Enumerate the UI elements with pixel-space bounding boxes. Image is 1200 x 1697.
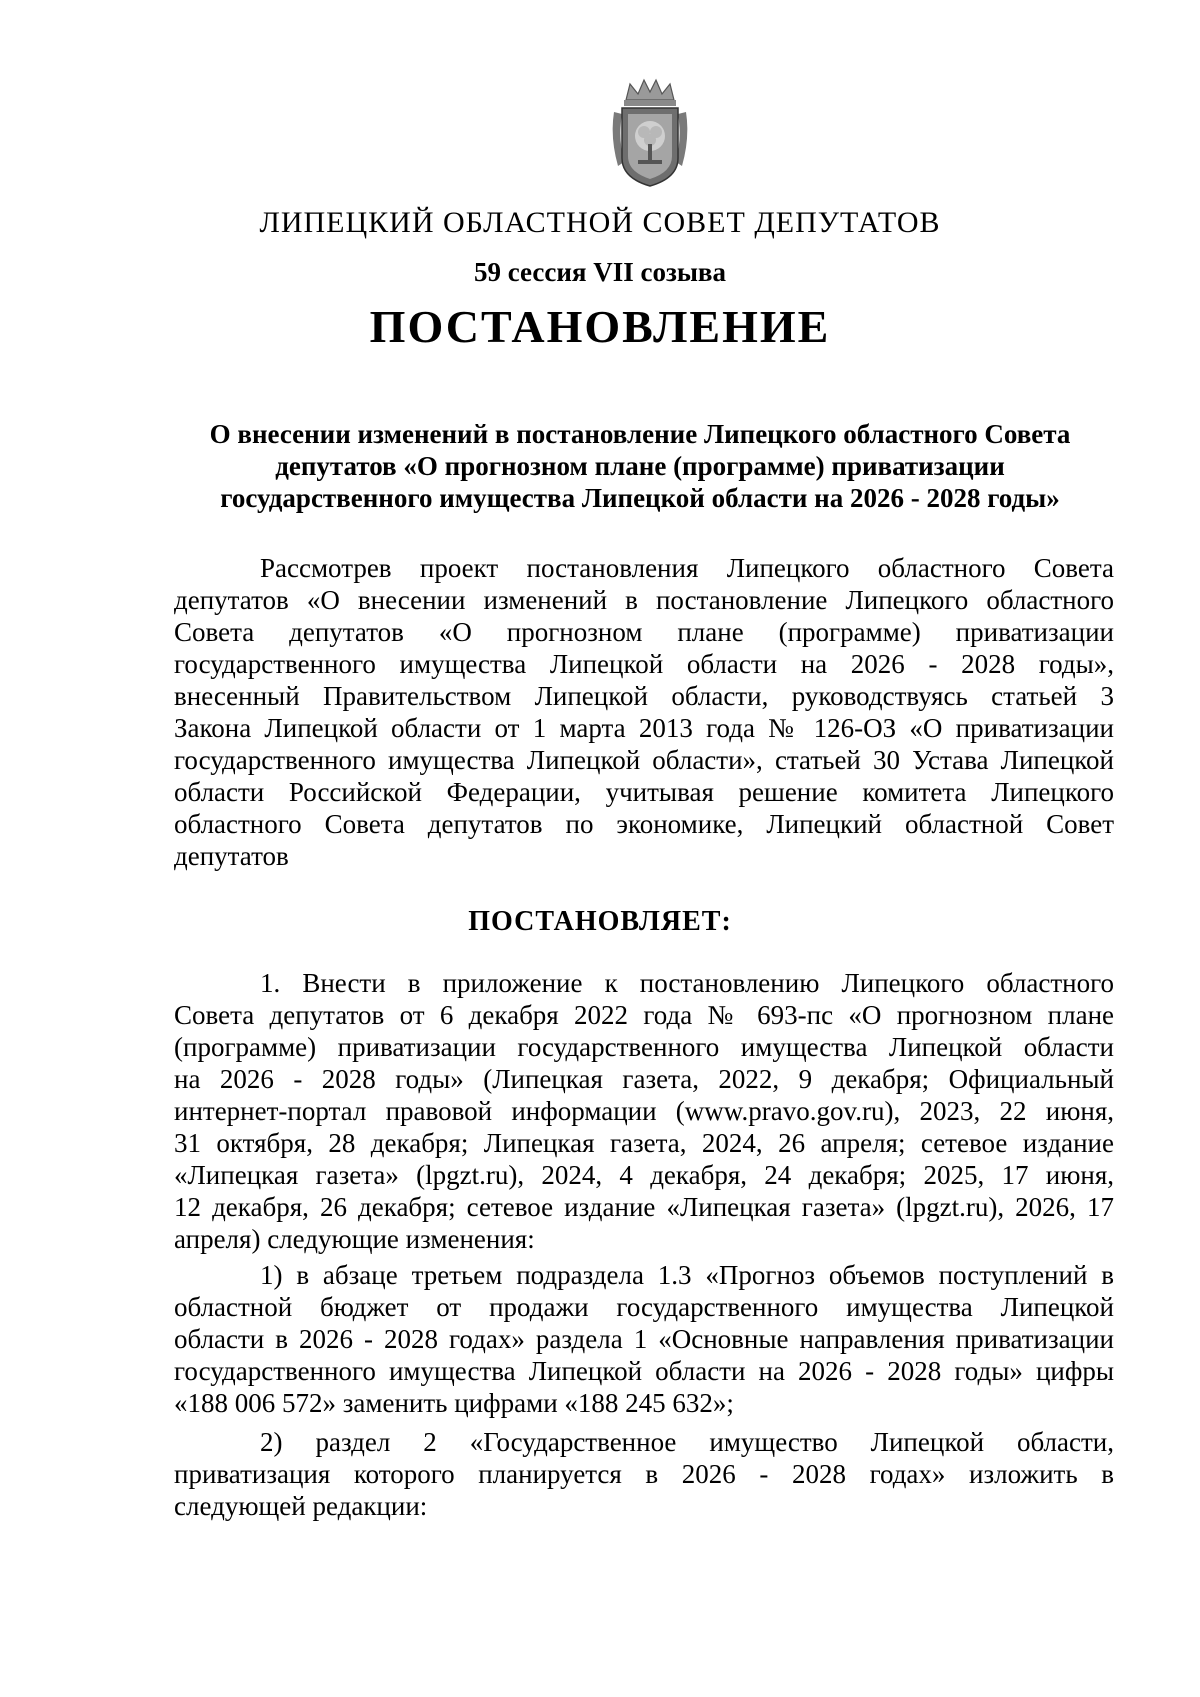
subject-line: О внесении изменений в постановление Липецкого областного Совета	[209, 419, 1071, 449]
preamble-line: депутатов	[174, 841, 289, 871]
resolves-heading: ПОСТАНОВЛЯЕТ:	[468, 906, 732, 937]
subclause-1-paragraph	[174, 1259, 1114, 1419]
clause-line: 12 декабря, 26 декабря; сетевое издание «Липецкая газета» (lpgzt.ru), 2026, 17	[174, 1192, 1114, 1222]
clause-line: интернет-портал правовой информации (www.pravo.gov.ru), 2023, 22 июня,	[174, 1096, 1114, 1126]
council-name: ЛИПЕЦКИЙ ОБЛАСТНОЙ СОВЕТ ДЕПУТАТОВ	[259, 206, 941, 239]
preamble-line: внесенный Правительством Липецкой области, руководствуясь статьей 3	[174, 681, 1114, 711]
preamble-line: Рассмотрев проект постановления Липецкого областного Совета	[260, 553, 1114, 583]
clause-line: 31 октября, 28 декабря; Липецкая газета, 2024, 26 апреля; сетевое издание	[174, 1128, 1114, 1158]
document-type-title: ПОСТАНОВЛЕНИЕ	[369, 301, 831, 352]
subclause-line: следующей редакции:	[174, 1491, 428, 1521]
clause-line: 1. Внести в приложение к постановлению Липецкого областного	[260, 968, 1114, 998]
clause-line: на 2026 - 2028 годы» (Липецкая газета, 2022, 9 декабря; Официальный	[174, 1064, 1114, 1094]
preamble-line: области Российской Федерации, учитывая решение комитета Липецкого	[174, 777, 1114, 807]
clause-line: апреля) следующие изменения:	[174, 1224, 535, 1254]
clause-line: Совета депутатов от 6 декабря 2022 года № 693-пс «О прогнозном плане	[174, 1000, 1114, 1030]
document-subject	[170, 418, 1110, 514]
subclause-line: государственного имущества Липецкой области на 2026 - 2028 годы» цифры	[174, 1356, 1114, 1386]
preamble-paragraph	[174, 552, 1114, 872]
subject-line: депутатов «О прогнозном плане (программе) приватизации	[275, 451, 1005, 481]
clause-1-paragraph	[174, 967, 1114, 1255]
subclause-line: областной бюджет от продажи государственного имущества Липецкой	[174, 1292, 1114, 1322]
clause-line: (программе) приватизации государственного имущества Липецкой области	[174, 1032, 1114, 1062]
subject-line: государственного имущества Липецкой области на 2026 - 2028 годы»	[220, 483, 1060, 513]
subclause-line: 2) раздел 2 «Государственное имущество Липецкой области,	[260, 1427, 1114, 1457]
subclause-line: 1) в абзаце третьем подраздела 1.3 «Прогноз объемов поступлений в	[260, 1260, 1114, 1290]
coat-of-arms-icon	[608, 78, 692, 190]
preamble-line: областного Совета депутатов по экономике, Липецкий областной Совет	[174, 809, 1114, 839]
subclause-line: приватизация которого планируется в 2026 - 2028 годах» изложить в	[174, 1459, 1114, 1489]
preamble-line: Совета депутатов «О прогнозном плане (программе) приватизации	[174, 617, 1114, 647]
preamble-line: государственного имущества Липецкой области на 2026 - 2028 годы»,	[174, 649, 1114, 679]
session-label: 59 сессия VII созыва	[473, 257, 727, 287]
subclause-line: «188 006 572» заменить цифрами «188 245 632»;	[174, 1388, 734, 1418]
clause-line: «Липецкая газета» (lpgzt.ru), 2024, 4 декабря, 24 декабря; 2025, 17 июня,	[174, 1160, 1114, 1190]
preamble-line: депутатов «О внесении изменений в постановление Липецкого областного	[174, 585, 1114, 615]
subclause-line: области в 2026 - 2028 годах» раздела 1 «Основные направления приватизации	[174, 1324, 1114, 1354]
subclause-2-paragraph	[174, 1426, 1114, 1522]
preamble-line: государственного имущества Липецкой области», статьей 30 Устава Липецкой	[174, 745, 1114, 775]
preamble-line: Закона Липецкой области от 1 марта 2013 года № 126-ОЗ «О приватизации	[174, 713, 1114, 743]
